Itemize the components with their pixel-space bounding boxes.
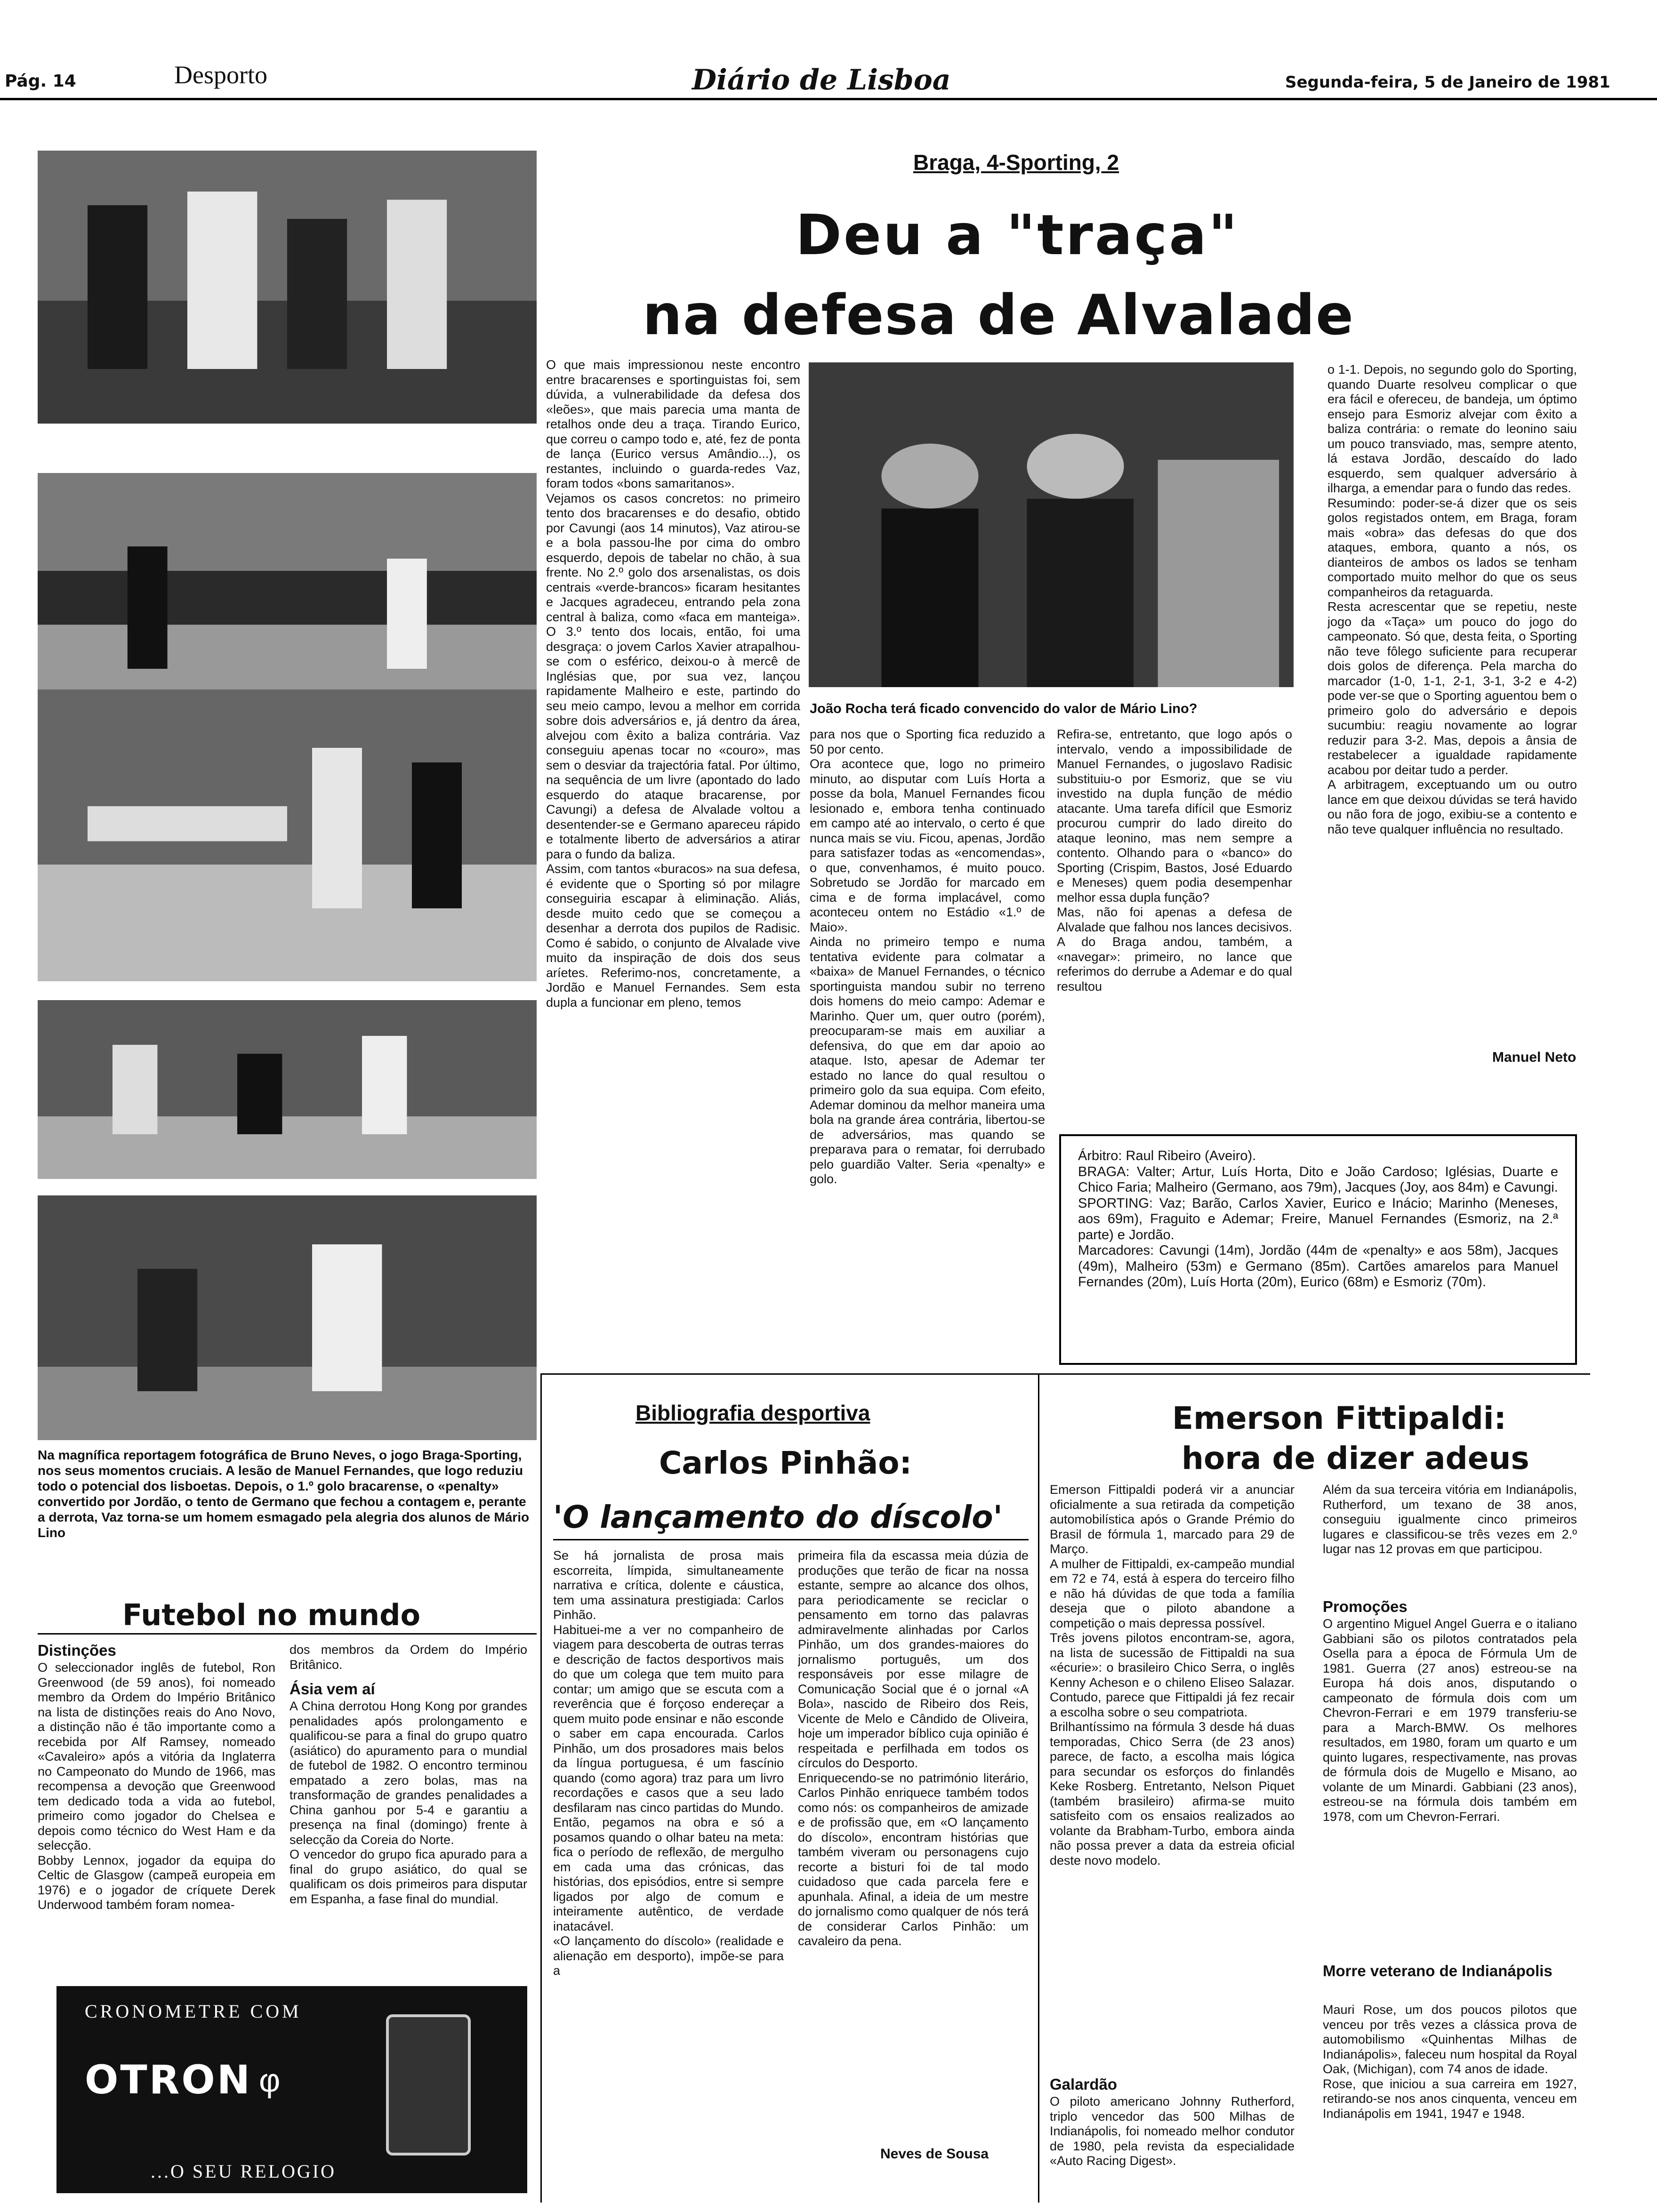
photo-caption: Na magnífica reportagem fotográfica de Bruno Neves, o jogo Braga-Sporting, nos seus momentos cruciais. A lesão de Manuel Fernandes, que logo reduziu todo o potencial dos lisboetas. Depois, o 1.º golo bracarense, o «penalty» convertido por Jordão, o tento de Germano que fechou a contagem e, perante a derrota, Vaz torna-se um homem esmagado pela alegria dos alunos de Mário Lino	[38, 1448, 530, 1540]
ad-bottom-text: ...O SEU RELOGIO	[151, 2161, 336, 2182]
emerson-promocoes-text: O argentino Miguel Angel Guerra e o italiano Gabbiani são os pilotos contratados pela Osella para a época de Fórmula Um de 1981. Guerra (27 anos) estreou-se na Europa há dois anos, disputando o campeonato de fórmula dois com um Chevron-Ferrari e em 1979 transferiu-se para a March-BMW. Os melhores resultados, em 1980, foram um quarto e um quinto lugares, respectivamente, nas provas de fórmula dois de Mugello e Misano, ao volante de um Minardi. Gabbiani (23 anos), estreou-se na fórmula dois também em 1978, com um Chevron-Ferrari.	[1323, 1617, 1577, 1824]
futebol-subhead-distincoes: Distinções	[38, 1642, 116, 1659]
article-headline-line1: Deu a "traça"	[796, 202, 1239, 267]
match-summary-box	[1059, 1134, 1577, 1365]
photo-goal-scramble	[38, 1000, 537, 1179]
emerson-title-line2: hora de dizer adeus	[1182, 1440, 1529, 1476]
article-column-1: O que mais impressionou neste encontro entre bracarenses e sportinguistas foi, sem dúvida, a vulnerabilidade da defesa dos «leões», que mais parecia uma manta de retalhos onde deu a traça. Tirando Eurico, que correu o campo todo e, até, fez de ponta de lança (Eurico versus Amândio...), os restantes, incluindo o guarda-redes Vaz, foram todos «bons samaritanos». Vejamos os casos concretos: no primeiro tento dos bracarenses e do desafio, obtido por Cavungi (aos 14 minutos), Vaz atirou-se e a bola passou-lhe por cima do ombro esquerdo, depois de tabelar no chão, à sua frente. No 2.º golo dos arsenalistas, os dois centrais «verde-brancos» ficaram hesitantes e Jacques agradeceu, entrando pela zona central à baliza, como «faca em manteiga». O 3.º tento dos locais, então, foi uma desgraça: o jovem Carlos Xavier atrapalhou-se com o esférico, deixou-o à mercê de Inglésias que, por sua vez, lançou rapidamente Malheiro e este, partindo do seu meio campo, levou a melhor em corrida sobre dois adversários e, já dentro da área, alvejou com êxito a baliza contrária. Vaz conseguiu apenas tocar no «couro», mas sem o desviar da trajectória fatal. Por último, na sequência de um livre (apontado do lado esquerdo do ataque bracarense, por Cavungi) a defesa de Alvalade voltou a desentender-se e Germano apareceu rápido e totalmente liberto de adversários a atirar para o fundo da baliza. Assim, com tantos «buracos» na sua defesa, é evidente que o Sporting só por milagre conseguiria escapar à eliminação. Aliás, desde muito cedo que se começou a desenhar a derrota dos pupilos de Radisic. Como é sabido, o conjunto de Alvalade vive muito da inspiração de dois dos seus aríetes. Referimo-nos, concretamente, a Jordão e Manuel Fernandes. Sem esta dupla a funcionar em pleno, temos	[546, 358, 800, 1010]
biblio-column-2: primeira fila da escassa meia dúzia de produções que terão de ficar na nossa estante, sempre ao alcance dos olhos, para periodicamente se reciclar o pensamento em torno das palavras admiravelmente alinhadas por Carlos Pinhão, um dos grandes-maiores do jornalismo português, um dos responsáveis por esse milagre de Comunicação Social que é o jornal «A Bola», nascido de Ribeiro dos Reis, Vicente de Melo e Cândido de Oliveira, hoje um imperador bíblico cuja opinião é respeitada e perfilhada em todos os círculos do Desporto. Enriquecendo-se no património literário, Carlos Pinhão enriquece também todos como nós: os companheiros de amizade e de profissão que, em «O lançamento do díscolo», encontram histórias que também viveram ou personagens cujo recorte a bisturi foi de tal modo cuidadoso que cada parcela fere e apunhala. Afinal, a ideia de um mestre do jornalismo como qualquer de nós terá de considerar Carlos Pinhão: um cavaleiro da pena.	[798, 1548, 1029, 1948]
column-divider-right	[1038, 1374, 1039, 2203]
photo-goalkeeper-vaz	[38, 1195, 537, 1440]
photo-player-celebration	[38, 151, 537, 424]
biblio-author: Neves de Sousa	[880, 2146, 989, 2162]
rocha-photo-caption: João Rocha terá ficado convencido do valor de Mário Lino?	[810, 701, 1198, 716]
masthead: Diário de Lisboa	[692, 64, 951, 96]
futebol-column-1: O seleccionador inglês de futebol, Ron Greenwood (de 59 anos), foi nomeado membro da Ordem do Império Britânico na lista de distinções reais do Ano Novo, a distinção não é tão importante como a recebida por Alf Ramsey, nomeado «Cavaleiro» após a vitória da Inglaterra no Campeonato do Mundo de 1966, mas recompensa a devoção que Greenwood tem dedicado toda a vida ao futebol, primeiro como jogador do Chelsea e depois como técnico do West Ham e da selecção. Bobby Lennox, jogador da equipa do Celtic de Glasgow (campeã europeia em 1976) e o jogador de críquete Derek Underwood também foram nomea-	[38, 1660, 275, 1912]
article-column-2: para nos que o Sporting fica reduzido a 50 por cento. Ora acontece que, logo no primeiro minuto, ao disputar com Luís Horta a posse da bola, Manuel Fernandes ficou lesionado e, embora tenha continuado em campo até ao intervalo, o certo é que nunca mais se viu. Ficou, apenas, Jordão para satisfazer todas as «encomendas», o que, convenhamos, é muito pouco. Sobretudo se Jordão for marcado em cima e de forma implacável, como aconteceu ontem no Estádio «1.º de Maio». Ainda no primeiro tempo e numa tentativa evidente para colmatar a «baixa» de Manuel Fernandes, o técnico sportinguista mandou subir no terreno dois homens do meio campo: Ademar e Marinho. Quer um, quer outro (porém), preocuparam-se mais em auxiliar a defensiva, do que em dar apoio ao ataque. Isto, apesar de Ademar ter estado no lance do qual resultou o primeiro golo da sua equipa. Com efeito, Ademar dominou da melhor maneira uma bola na grande área contrária, libertou-se de adversários, mas quando se preparava para o rematar, foi derrubado pelo guardião Valter. Seria «penalty» e golo.	[810, 727, 1045, 1186]
emerson-veterano-text: Mauri Rose, um dos poucos pilotos que venceu por três vezes a clássica prova de automobilismo «Quinhentas Milhas de Indianápolis», faleceu num hospital da Royal Oak, (Michigan), com 74 anos de idade. Rose, que iniciou a sua carreira em 1927, retirando-se nos anos cinquenta, venceu em Indianápolis em 1941, 1947 e 1948.	[1323, 2003, 1577, 2121]
biblio-column-1: Se há jornalista de prosa mais escorreita, límpida, simultaneamente narrativa e crítica, dolente e cáustica, tem uma assinatura prestigiada: Carlos Pinhão. Habituei-me a ver no companheiro de viagem para descoberta de outras terras e descrição de factos desportivos mais do que um colega que tem muito para contar; um amigo que se escuta com a reverência que é forçoso endereçar a quem muito pode ensinar e não esconde o saber em capa encourada. Carlos Pinhão, um dos prosadores mais belos da língua portuguesa, é um fascínio quando (como agora) traz para um livro recordações e casos que a seu lado desfilaram nas cinco partidas do Mundo. Então, pegamos na obra e só a posamos quando o olhar bateu na meta: fica o período de reflexão, de mergulho em cada uma das crónicas, das histórias, dos episódios, entre si sempre ligados por algo de comum e inteiramente autêntico, de verdade inatacável. «O lançamento do díscolo» (realidade e alienação em desporto), impõe-se para a	[553, 1548, 784, 1978]
futebol-title-rule	[38, 1633, 537, 1635]
emerson-title-line1: Emerson Fittipaldi:	[1172, 1400, 1506, 1436]
article-column-4: o 1-1. Depois, no segundo golo do Sporting, quando Duarte resolveu complicar o que era fácil e ofereceu, de bandeja, um óptimo ensejo para Esmoriz alvejar com êxito a baliza contrária: o remate do leonino saiu um pouco transviado, mas, sempre atento, lá estava Jordão, descaído do lado esquerdo, sem qualquer adversário à ilharga, a emendar para o fundo das redes. Resumindo: poder-se-á dizer que os seis golos registados ontem, em Braga, foram mais «obra» das defesas do que dos ataques, embora, quanto a nós, os dianteiros de ambos os lados se tenham comportado muito melhor do que os seus companheiros da retaguarda. Resta acrescentar que se repetiu, neste jogo da «Taça» um pouco do jogo do campeonato. Só que, desta feita, o Sporting não teve fôlego suficiente para recuperar dois golos de diferença. Pela marcha do marcador (1-0, 1-1, 2-1, 3-1, 3-2 e 4-2) pode ver-se que o Sporting aguentou bem o primeiro golo do adversário e depois sucumbiu: reagiu novamente ao lograr reduzir para 3-2. Mas, depois a ânsia de restabelecer a igualdade rapidamente acabou por deitar tudo a perder. A arbitragem, exceptuando um ou outro lance em que deixou dúvidas se terá havido ou não fora de jogo, exibiu-se a contento e não teve qualquer influência no resultado.	[1327, 362, 1577, 836]
futebol-subhead-asia: Ásia vem aí	[290, 1680, 375, 1698]
biblio-title-line2: 'O lançamento do díscolo'	[553, 1499, 1003, 1535]
photo-joao-rocha	[809, 362, 1294, 687]
section-name: Desporto	[174, 61, 267, 89]
page-number: Pág. 14	[5, 72, 76, 91]
phi-icon: φ	[259, 2062, 281, 2099]
article-kicker: Braga, 4-Sporting, 2	[913, 150, 1119, 175]
header-rule	[0, 98, 1657, 100]
watch-advertisement	[56, 1986, 527, 2193]
biblio-kicker: Bibliografia desportiva	[635, 1401, 870, 1425]
emerson-subhead-veterano: Morre veterano de Indianápolis	[1323, 1962, 1552, 1980]
ad-brand-logo: OTRON	[85, 2057, 252, 2103]
watch-icon	[386, 2014, 471, 2156]
match-summary-text: Árbitro: Raul Ribeiro (Aveiro). BRAGA: Valter; Artur, Luís Horta, Dito e João Cardoso; Iglésias, Duarte e Chico Faria; Malheiro (Germano, aos 79m), Jacques (Joy, aos 84m) e Cavungi. SPORTING: Vaz; Barão, Carlos Xavier, Eurico e Inácio; Marinho (Meneses, aos 69m), Fraguito e Ademar; Freire, Manuel Fernandes (Esmoriz, na 2.ª parte) e Jordão. Marcadores: Cavungi (14m), Jordão (44m de «penalty» e aos 58m), Jacques (49m), Malheiro (53m) e Germano (85m). Cartões amarelos para Manuel Fernandes (20m), Luís Horta (20m), Eurico (68m) e Esmoriz (70m).	[1078, 1148, 1558, 1290]
biblio-title-rule	[553, 1539, 1029, 1540]
emerson-subhead-galardao: Galardão	[1050, 2076, 1118, 2093]
emerson-column-1: Emerson Fittipaldi poderá vir a anunciar oficialmente a sua retirada da competição automobilística após o Grande Prémio do Brasil de fórmula 1, marcado para 29 de Março. A mulher de Fittipaldi, ex-campeão mundial em 72 e 74, está à espera do terceiro filho e não há dúvidas de que toda a família deseja que o piloto abandone a competição o mais depressa possível. Três jovens pilotos encontram-se, agora, na lista de sucessão de Fittipaldi na sua «écurie»: o brasileiro Chico Serra, o inglês Kenny Acheson e o chileno Eliseo Salazar. Contudo, parece que Fittipaldi já fez recair a escolha sobre o seu compatriota. Brilhantíssimo na fórmula 3 desde há duas temporadas, Chico Serra (de 23 anos) parece, de facto, a escolha mais lógica para secundar os esforços do finlandês Keke Rosberg. Entretanto, Nelson Piquet (também brasileiro) afirma-se muito satisfeito com os ensaios realizados ao volante da Brabham-Turbo, embora ainda não possa prever a data da estreia oficial deste novo modelo.	[1050, 1483, 1295, 1867]
issue-date: Segunda-feira, 5 de Janeiro de 1981	[1285, 73, 1610, 92]
column-divider-left	[540, 1374, 542, 2203]
emerson-column-2a: Além da sua terceira vitória em Indianápolis, Rutherford, um texano de 38 anos, conseguiu igualmente cinco primeiros lugares e classificou-se três vezes em 2.º lugar nas 12 provas em que participou.	[1323, 1483, 1577, 1556]
ad-top-text: CRONOMETRE COM	[85, 2001, 302, 2022]
biblio-title-line1: Carlos Pinhão:	[659, 1445, 912, 1481]
article-author: Manuel Neto	[1492, 1050, 1577, 1065]
main-article-bottom-rule	[540, 1373, 1590, 1375]
emerson-galardao-text: O piloto americano Johnny Rutherford, triplo vencedor das 500 Milhas de Indianápolis, foi nomeado melhor condutor de 1980, pela revista da especialidade «Auto Racing Digest».	[1050, 2094, 1295, 2168]
futebol-column-2b: A China derrotou Hong Kong por grandes penalidades após prolongamento e qualificou-se para a final do grupo quatro (asiático) do apuramento para o mundial de futebol de 1982. O encontro terminou empatado a zero bolas, mas na transformação de grandes penalidades a China ganhou por 5-4 e garantiu a presença na final (domingo) frente à selecção da Coreia do Norte. O vencedor do grupo fica apurado para a final do grupo asiático, do qual se qualificam os dois primeiros para disputar em Espanha, a fase final do mundial.	[290, 1699, 527, 1906]
photo-penalty-save	[38, 689, 537, 981]
photo-sponsor-board-play	[38, 473, 537, 718]
article-headline-line2: na defesa de Alvalade	[643, 282, 1354, 347]
article-column-3: Refira-se, entretanto, que logo após o intervalo, vendo a impossibilidade de Manuel Fernandes, o jugoslavo Radisic substituiu-o por Esmoriz, que se viu investido na dupla função de médio atacante. Uma tarefa difícil que Esmoriz procurou cumprir do lado direito do ataque leonino, mas nem sempre a contento. Olhando para o «banco» do Sporting (Crispim, Bastos, José Eduardo e Meneses) quem podia desempenhar melhor essa dupla função? Mas, não foi apenas a defesa de Alvalade que falhou nos lances decisivos. A do Braga andou, também, a «navegar»: primeiro, no lance que referimos do derrube a Ademar e do qual resultou	[1057, 727, 1292, 994]
futebol-title: Futebol no mundo	[122, 1598, 421, 1632]
futebol-column-2a: dos membros da Ordem do Império Britânico.	[290, 1643, 527, 1672]
emerson-subhead-promocoes: Promoções	[1323, 1598, 1408, 1615]
